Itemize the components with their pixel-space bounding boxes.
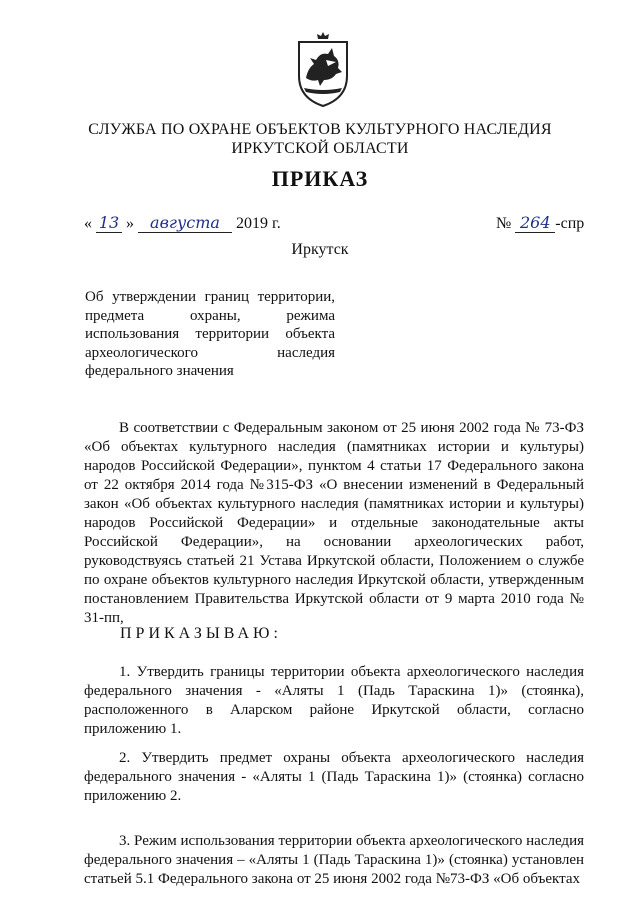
order-subject xyxy=(85,288,335,381)
subject-line: предмета охраны, режима xyxy=(85,307,335,324)
order-number xyxy=(496,213,584,233)
order-item-2: 2. Утвердить предмет охраны объекта археологического наследия федерального значения - «Аляты 1 (Падь Тараскина 1)» (стоянка) согласно приложению 2. xyxy=(84,750,584,804)
intro-paragraph: В соответствии с Федеральным законом от 25 июня 2002 года № 73-ФЗ «Об объектах культурного наследия (памятниках истории и культуры) народов Российской Федерации», пунктом 4 статьи 17 Федерального закона от 22 октября 2014 года №315-ФЗ «О внесении изменений в Федеральный закон «Об объектах культурного наследия (памятниках истории и культуры) народов Российской Федерации» и отдельные законодательные акты Российской Федерации», на основании археологических работ, руководствуясь статьей 21 Устава Иркутской области, Положением о службе по охране объектов культурного наследия Иркутской области, утвержденным постановлением Правительства Иркутской области от 9 марта 2010 года № 31-пп, xyxy=(84,420,584,626)
irkutsk-coat-of-arms-icon xyxy=(296,30,350,108)
subject-line: археологического наследия xyxy=(85,344,335,361)
subject-line: Об утверждении границ территории, xyxy=(85,289,335,305)
number-suffix: -спр xyxy=(555,215,585,232)
agency-name-line2: ИРКУТСКОЙ ОБЛАСТИ xyxy=(231,140,409,157)
date-year: 2019 г. xyxy=(236,215,281,232)
date-quote-close: » xyxy=(126,215,134,232)
subject-line: использования территории объекта xyxy=(85,326,335,342)
decree-word: ПРИКАЗЫВАЮ: xyxy=(120,625,282,642)
city: Иркутск xyxy=(291,241,349,258)
date-month: августа xyxy=(138,213,232,233)
order-item-1: 1. Утвердить границы территории объекта археологического наследия федерального значения - «Аляты 1 (Падь Тараскина 1)» (стоянка), расположенного в Аларском районе Иркутской области, согласно приложению 1. xyxy=(84,664,584,737)
number-sign: № xyxy=(496,215,512,232)
order-item-3: 3. Режим использования территории объекта археологического наследия федерального значения – «Аляты 1 (Падь Тараскина 1)» (стоянка) установлен статьей 5.1 Федерального закона от 25 июня 2002 года №73-ФЗ «Об объектах xyxy=(84,833,584,887)
date-quote-open: « xyxy=(84,215,92,232)
subject-line: федерального значения xyxy=(85,363,234,379)
document-title: ПРИКАЗ xyxy=(271,166,369,191)
date-day: 13 xyxy=(96,213,122,233)
agency-name-line1: СЛУЖБА ПО ОХРАНЕ ОБЪЕКТОВ КУЛЬТУРНОГО НАСЛЕДИЯ xyxy=(88,121,552,138)
order-date xyxy=(84,213,281,233)
number-value: 264 xyxy=(515,213,555,233)
